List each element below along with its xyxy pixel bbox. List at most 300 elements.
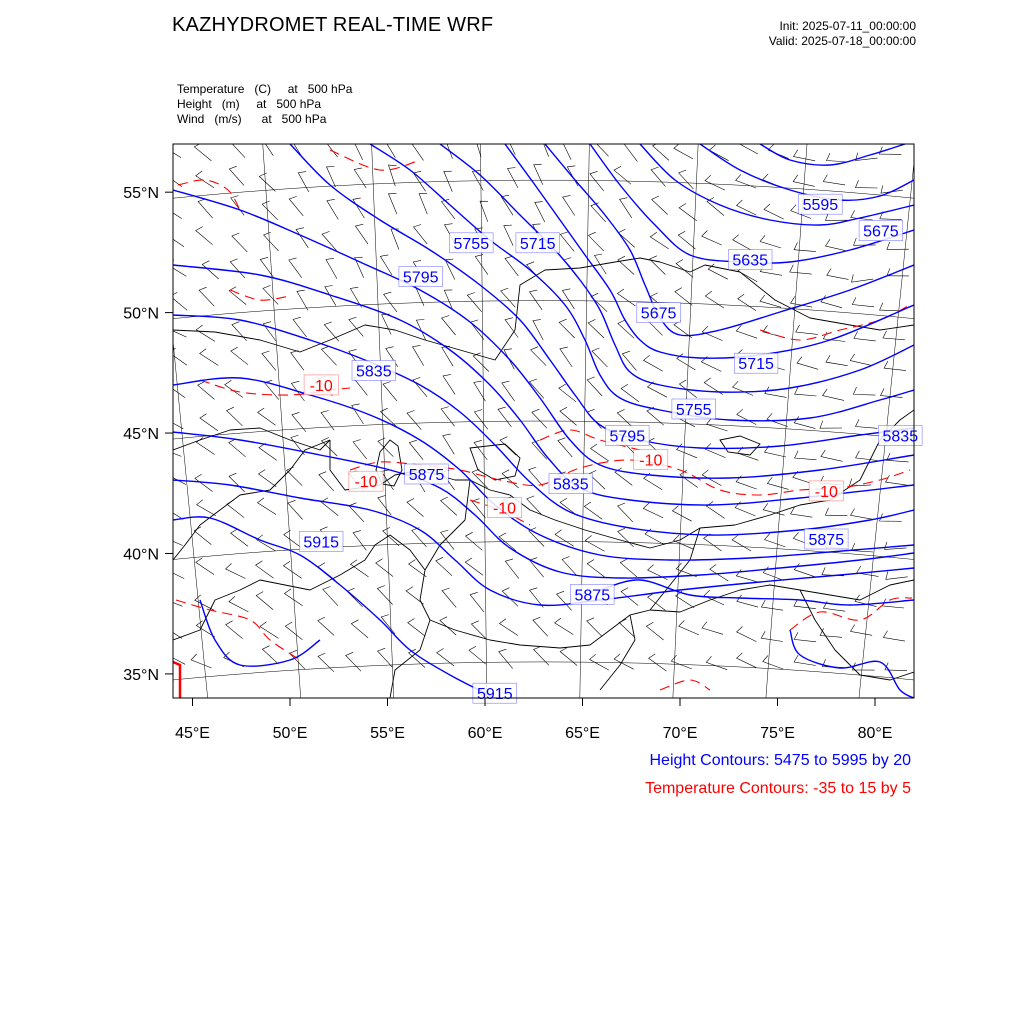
wind-barb — [739, 138, 758, 154]
lon-tick-label: 75°E — [760, 725, 795, 742]
wind-barb — [621, 384, 639, 401]
wind-barb — [535, 202, 545, 222]
wind-barb — [589, 232, 604, 251]
wind-barb — [797, 357, 818, 370]
wind-barb — [436, 557, 452, 575]
height-label — [450, 233, 494, 253]
wind-barb — [291, 351, 304, 371]
wind-barb — [199, 287, 214, 306]
wind-barb — [471, 320, 484, 340]
wind-barb — [677, 444, 697, 458]
wind-barb — [474, 440, 487, 460]
height-label-text: 5835 — [553, 476, 589, 494]
temperature-contour-legend: Temperature Contours: -35 to 15 by 5 — [645, 780, 911, 797]
wind-barb — [532, 440, 547, 459]
wind-barb — [442, 316, 456, 336]
init-time: Init: 2025-07-11_00:00:00 — [779, 19, 916, 33]
wind-barb — [508, 168, 519, 188]
wind-barb — [229, 287, 246, 305]
wind-barb — [321, 498, 338, 516]
wind-barb — [232, 322, 247, 341]
wind-barb — [498, 407, 511, 427]
wind-barb — [823, 332, 845, 342]
wind-barb — [534, 164, 543, 185]
wind-barb — [258, 498, 277, 515]
wind-barb — [794, 243, 816, 252]
wind-barb — [618, 503, 633, 522]
wind-barb — [231, 529, 249, 546]
height-label-text: 5595 — [802, 197, 839, 215]
wind-barb — [567, 166, 578, 186]
wind-barb — [737, 595, 758, 607]
wind-barb — [383, 527, 399, 545]
wind-barb — [259, 470, 277, 487]
height-label-text: 5835 — [356, 363, 392, 381]
wind-barb — [530, 290, 543, 310]
wind-barb — [285, 622, 302, 640]
wind-barb — [408, 619, 425, 637]
wind-barb — [384, 292, 397, 312]
wind-barb — [262, 646, 278, 665]
wind-barb — [353, 139, 363, 160]
height-label — [473, 683, 517, 703]
wind-barb — [531, 347, 547, 366]
wind-barb — [883, 631, 905, 642]
wind-barb — [790, 265, 812, 274]
wind-barb — [230, 139, 245, 158]
wind-barb — [297, 290, 308, 310]
wind-barb — [588, 319, 604, 338]
wind-barb — [736, 325, 757, 338]
wind-barb — [499, 649, 513, 668]
wind-barb — [617, 289, 635, 306]
border-line — [420, 480, 470, 630]
wind-barb — [679, 170, 694, 189]
wind-barb — [883, 331, 905, 340]
wind-barb — [761, 631, 783, 641]
wind-barb — [532, 409, 547, 428]
wind-barb — [169, 348, 187, 365]
wind-barb — [377, 586, 392, 605]
wind-barb — [229, 166, 244, 185]
wind-barb — [763, 656, 784, 670]
wind-barb — [614, 654, 634, 669]
wind-barb — [382, 314, 391, 334]
wind-barb — [560, 407, 577, 425]
wind-barb — [165, 503, 184, 519]
wind-barb — [827, 269, 849, 280]
height-label — [805, 529, 849, 549]
wind-barb — [702, 622, 723, 635]
wind-barb — [560, 498, 577, 516]
wind-barb — [376, 559, 393, 577]
wind-barb — [880, 303, 902, 311]
lon-tick-label: 45°E — [175, 725, 210, 742]
temperature-contour — [176, 600, 300, 660]
wind-barb — [590, 171, 604, 191]
height-contour-legend: Height Contours: 5475 to 5995 by 20 — [649, 752, 911, 769]
wind-barb — [557, 591, 572, 610]
wind-barb — [287, 467, 303, 486]
wind-barb — [853, 387, 875, 395]
wind-barb — [165, 563, 185, 578]
wind-barb — [419, 194, 427, 215]
wind-barb — [764, 204, 784, 219]
height-label — [571, 584, 615, 604]
height-label — [399, 267, 443, 287]
wind-barb — [298, 172, 309, 192]
height-label-text: 5875 — [408, 467, 445, 484]
wind-barb — [618, 528, 634, 547]
wind-barb — [225, 380, 243, 397]
wind-barb — [445, 259, 455, 280]
wind-barb — [323, 587, 338, 606]
wind-barb — [794, 150, 816, 161]
wind-barb — [229, 439, 246, 457]
lat-tick-label: 35°N — [123, 666, 159, 684]
wind-barb — [264, 232, 279, 251]
wind-barb — [161, 443, 182, 457]
temp-label-text: -10 — [492, 500, 517, 518]
wind-barb — [353, 531, 366, 551]
height-label-text: 5675 — [640, 305, 677, 323]
height-label-text: 5795 — [609, 428, 646, 446]
wind-barb — [319, 472, 334, 491]
wind-barb — [760, 235, 781, 248]
wind-barb — [198, 199, 213, 218]
wind-barb — [884, 361, 906, 371]
wind-barb — [854, 331, 876, 341]
wind-barb — [850, 354, 872, 366]
wind-barb — [791, 507, 813, 517]
height-label-text: 5875 — [808, 532, 845, 549]
wind-barb — [355, 224, 368, 244]
wind-barb — [166, 469, 185, 485]
wind-barb — [584, 502, 602, 519]
wind-barb — [409, 440, 423, 460]
wind-barb — [560, 232, 574, 252]
wind-barb — [852, 274, 874, 282]
plot-title: KAZHYDROMET REAL-TIME WRF — [172, 14, 494, 36]
wind-barb — [384, 138, 395, 158]
wind-barb — [230, 259, 245, 278]
wind-barb — [886, 475, 908, 485]
wind-barb — [443, 434, 455, 454]
lat-tick-label: 40°N — [123, 546, 159, 564]
border-line — [173, 580, 310, 640]
height-contour — [600, 580, 914, 605]
wind-barb — [679, 621, 699, 635]
height-label-text: 5835 — [882, 428, 919, 446]
wind-barb — [321, 346, 336, 365]
height-label — [606, 426, 650, 446]
wind-barb — [200, 349, 219, 366]
wind-barb — [383, 382, 397, 402]
height-label — [299, 531, 343, 551]
wind-barb — [706, 656, 727, 669]
temp-label — [487, 498, 521, 518]
wind-barb — [324, 138, 338, 158]
wind-barb — [560, 347, 572, 367]
height-contour — [545, 144, 914, 336]
wind-barb — [167, 322, 187, 337]
wind-barb — [502, 381, 515, 401]
wind-barb — [587, 560, 605, 578]
wind-barb — [795, 387, 817, 396]
wind-barb — [796, 325, 818, 335]
wind-barb — [352, 404, 364, 424]
wind-barb — [466, 532, 483, 550]
border-line — [650, 528, 700, 610]
wind-barb — [562, 139, 572, 159]
meridian-line — [153, 139, 208, 703]
wind-barb — [256, 561, 274, 578]
height-label-text: 5795 — [402, 269, 439, 287]
wind-barb — [467, 293, 481, 312]
wind-barb — [529, 379, 543, 398]
wind-barb — [229, 473, 245, 492]
temp-label-text: -10 — [354, 474, 378, 492]
height-label-text: 5755 — [675, 402, 712, 419]
wind-barb — [327, 199, 338, 219]
wind-barb — [263, 285, 278, 304]
wind-barb — [851, 509, 873, 520]
meridian-line — [44, 139, 115, 703]
wind-barb — [227, 407, 243, 426]
wind-barb — [702, 231, 722, 246]
field-temperature: Temperature (C) at 500 hPa — [177, 82, 353, 96]
wind-barb — [672, 506, 691, 522]
wind-barb — [293, 317, 306, 337]
parallel-line — [163, 662, 923, 681]
wind-barb — [259, 173, 275, 192]
wind-barb — [318, 563, 335, 581]
wind-barb — [886, 572, 908, 580]
wind-barb — [591, 444, 609, 461]
wind-barb — [624, 142, 637, 162]
wind-barb — [470, 592, 484, 612]
temp-label — [304, 375, 338, 395]
wind-barb — [821, 450, 843, 461]
wind-barb — [823, 389, 844, 401]
wind-barb — [226, 563, 246, 578]
temp-label — [809, 481, 843, 501]
graticule-lines — [44, 60, 1024, 703]
wind-barb — [191, 654, 212, 668]
wind-barb — [196, 227, 213, 245]
field-height: Height (m) at 500 hPa — [177, 97, 322, 111]
wind-barb — [441, 407, 455, 427]
wind-barb — [232, 233, 247, 252]
lon-tick-label: 65°E — [565, 725, 600, 742]
wind-barb — [767, 477, 788, 489]
wind-barb — [389, 194, 397, 215]
wind-barb — [168, 260, 187, 276]
wind-barb — [407, 499, 424, 517]
wind-barb — [563, 195, 575, 215]
wind-barb — [500, 619, 518, 636]
wind-barb — [644, 355, 663, 371]
wind-barb — [587, 409, 602, 428]
wind-barb — [289, 258, 302, 278]
wind-barb — [474, 381, 486, 401]
wind-barb — [733, 235, 752, 251]
wind-barb — [856, 180, 878, 188]
contour-labels — [299, 194, 922, 703]
wind-barb — [475, 136, 483, 157]
height-label — [879, 426, 923, 446]
wind-barb — [620, 198, 632, 218]
wind-barb — [353, 440, 367, 460]
wind-barb — [289, 196, 303, 216]
field-wind: Wind (m/s) at 500 hPa — [177, 112, 327, 126]
wind-barb — [262, 351, 276, 370]
wind-barb — [650, 256, 666, 275]
wind-barb — [559, 319, 575, 338]
wind-barb — [733, 381, 753, 395]
valid-time: Valid: 2025-07-18_00:00:00 — [768, 34, 916, 48]
border-line — [173, 428, 330, 450]
temp-label-text: -10 — [639, 452, 663, 470]
wind-barb — [442, 588, 456, 607]
height-label — [637, 303, 681, 323]
wind-barb — [560, 648, 577, 666]
temp-label-text: -10 — [814, 483, 838, 501]
wind-barb — [653, 142, 669, 160]
wind-barb — [674, 143, 693, 159]
height-contour — [200, 600, 320, 666]
wind-barb — [826, 355, 848, 365]
border-line — [600, 615, 635, 690]
wind-barb — [324, 322, 339, 341]
lon-tick-label: 55°E — [370, 725, 405, 742]
wind-barb — [620, 559, 637, 577]
wind-barb — [440, 617, 456, 635]
wind-barb — [284, 530, 302, 548]
lat-tick-label: 45°N — [123, 426, 159, 444]
wind-barb — [737, 409, 757, 424]
wind-barb — [256, 592, 273, 610]
wind-barb — [443, 374, 455, 394]
height-contour — [790, 630, 914, 698]
axis-ticks — [123, 185, 892, 742]
wind-barb — [649, 654, 667, 671]
wind-barb — [704, 534, 722, 551]
wind-barb — [198, 381, 215, 399]
wind-barb — [411, 140, 424, 160]
temperature-contours — [173, 150, 912, 698]
wind-barb — [162, 592, 183, 606]
border-line — [800, 590, 914, 680]
meridian-line — [951, 139, 1024, 703]
wind-barb — [407, 410, 421, 429]
wind-barb — [738, 294, 756, 311]
wind-barb — [413, 345, 424, 365]
height-label-text: 5875 — [574, 587, 611, 605]
wind-barb — [260, 622, 279, 639]
wind-barb — [505, 559, 519, 579]
wind-barb — [794, 655, 816, 665]
wind-barb — [533, 617, 548, 636]
temp-label-text: -10 — [309, 377, 333, 395]
wind-barb — [562, 289, 574, 309]
wind-barb — [674, 535, 694, 550]
wind-barb — [852, 297, 874, 306]
wind-barb — [441, 497, 457, 515]
meridian-line — [673, 139, 699, 703]
wind-barb — [823, 175, 845, 185]
meridian-line — [262, 139, 301, 703]
lon-tick-label: 50°E — [272, 725, 308, 742]
wind-barb — [593, 137, 608, 156]
wind-barb — [856, 419, 878, 428]
height-label — [734, 353, 778, 373]
wind-barb — [761, 600, 783, 610]
height-contour — [640, 144, 914, 225]
wind-barb — [617, 409, 633, 428]
wind-barb — [346, 652, 361, 671]
wind-barb — [826, 239, 847, 251]
wind-barb — [534, 646, 549, 665]
temp-label — [634, 450, 668, 470]
lat-tick-label: 55°N — [123, 185, 159, 203]
wind-barb — [737, 653, 757, 668]
height-label-text: 5715 — [519, 235, 556, 253]
wind-barb — [737, 627, 757, 642]
wind-barb — [326, 258, 337, 278]
temperature-contour — [660, 680, 710, 690]
wind-barb — [196, 171, 214, 188]
wind-barb — [166, 230, 184, 247]
lon-tick-label: 60°E — [467, 725, 503, 742]
wind-barb — [442, 346, 453, 366]
parallel-line — [163, 60, 923, 79]
wind-barb — [197, 500, 216, 516]
height-label — [549, 474, 593, 494]
wind-barb — [646, 622, 663, 640]
height-label-text: 5915 — [303, 534, 339, 552]
wind-barb — [229, 596, 249, 612]
wind-barb — [765, 534, 786, 547]
wind-barb — [622, 351, 636, 370]
height-contour — [290, 144, 914, 448]
wind-barb — [381, 615, 395, 635]
wind-barb — [851, 625, 873, 636]
wind-barb — [821, 295, 842, 307]
wind-barb — [318, 617, 334, 635]
wind-barb — [679, 204, 697, 221]
height-label-text: 5755 — [453, 235, 490, 253]
height-label-text: 5675 — [863, 223, 899, 241]
lon-tick-label: 80°E — [857, 725, 893, 742]
height-label — [728, 250, 772, 270]
wind-barb — [652, 196, 668, 215]
height-label — [672, 399, 716, 419]
wind-barb — [258, 408, 276, 425]
wind-barb — [795, 451, 817, 460]
height-contour — [173, 378, 914, 560]
height-label-text: 5915 — [477, 686, 513, 704]
wind-barb — [263, 322, 276, 342]
wind-barb — [226, 621, 243, 639]
wind-barb — [825, 508, 847, 516]
wind-barb — [587, 618, 603, 637]
height-contour — [760, 144, 905, 165]
wind-barb — [585, 536, 604, 552]
balkhash-outline — [720, 436, 760, 455]
wind-barb — [820, 421, 842, 429]
wind-barb — [262, 201, 278, 220]
